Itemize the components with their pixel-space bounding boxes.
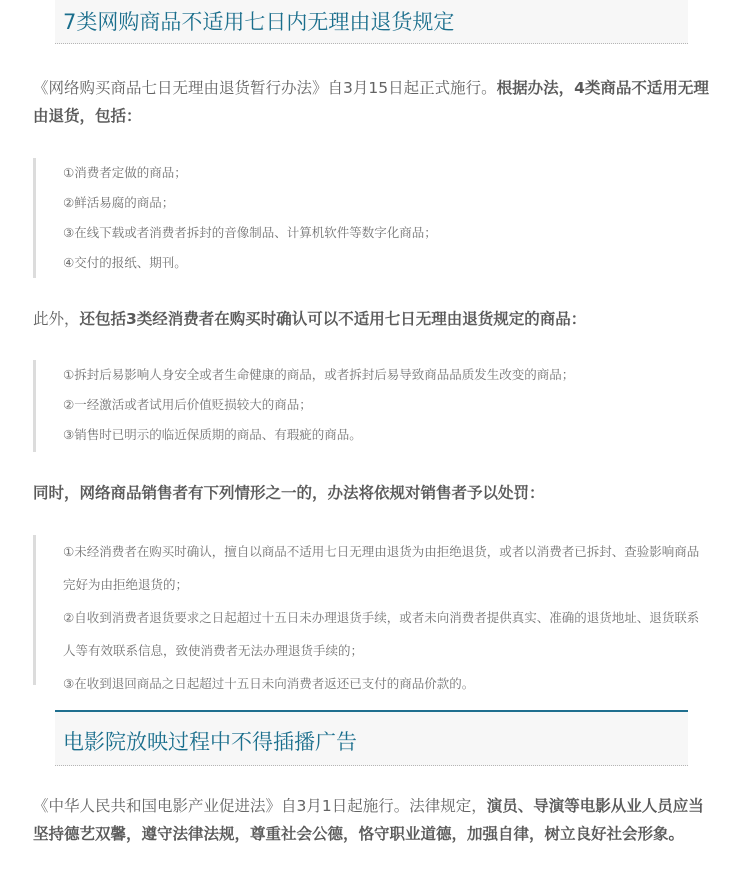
list-item: ①拆封后易影响人身安全或者生命健康的商品，或者拆封后易导致商品品质发生改变的商品；: [63, 367, 575, 382]
list-item: ④交付的报纸、期刊。: [63, 255, 187, 270]
section-heading-cinema: [55, 710, 688, 766]
section-title-returns: 7类网购商品不适用七日内无理由退货规定: [63, 10, 455, 34]
penalty-bold: 同时，网络商品销售者有下列情形之一的，办法将依规对销售者予以处罚：: [33, 484, 545, 502]
list-item: ②一经激活或者试用后价值贬损较大的商品；: [63, 397, 312, 412]
section-heading-returns: [55, 0, 688, 44]
list-item: ③在收到退回商品之日起超过十五日未向消费者返还已支付的商品价款的。: [63, 676, 475, 691]
list-item: ②自收到消费者退货要求之日起超过十五日未办理退货手续，或者未向消费者提供真实、准确的退货地址、退货联系人等有效联系信息，致使消费者无法办理退货手续的；: [63, 610, 700, 658]
cinema-intro-paragraph: [33, 792, 713, 848]
penalty-cases-list: [33, 535, 703, 691]
returns-intro-bold: 根据办法，4类商品不适用无理由退货，包括：: [33, 79, 709, 125]
confirmed-goods-list: [33, 360, 703, 452]
cinema-intro-bold: 演员、导演等电影从业人员应当坚持德艺双馨，遵守法律法规，尊重社会公德，恪守职业道德，加强自律，树立良好社会形象。: [33, 797, 704, 843]
additional-goods-bold: 还包括3类经消费者在购买时确认可以不适用七日无理由退货规定的商品：: [79, 310, 587, 328]
list-item: ③销售时已明示的临近保质期的商品、有瑕疵的商品。: [63, 427, 362, 442]
additional-goods-paragraph: [33, 305, 713, 333]
list-item: ③在线下载或者消费者拆封的音像制品、计算机软件等数字化商品；: [63, 225, 437, 240]
list-item: ①消费者定做的商品；: [63, 165, 187, 180]
penalty-paragraph: [33, 479, 713, 507]
returns-intro-paragraph: [33, 74, 713, 130]
section-title-cinema: 电影院放映过程中不得插播广告: [63, 730, 357, 754]
list-item: ①未经消费者在购买时确认，擅自以商品不适用七日无理由退货为由拒绝退货，或者以消费者已拆封、查验影响商品完好为由拒绝退货的；: [63, 544, 700, 592]
list-item: ②鲜活易腐的商品；: [63, 195, 175, 210]
cinema-intro-plain: 《中华人民共和国电影产业促进法》自3月1日起施行。法律规定，: [33, 797, 487, 815]
excluded-goods-list: [33, 158, 703, 278]
additional-goods-plain: 此外，: [33, 310, 80, 328]
returns-intro-plain: 《网络购买商品七日无理由退货暂行办法》自3月15日起正式施行。: [33, 79, 497, 97]
